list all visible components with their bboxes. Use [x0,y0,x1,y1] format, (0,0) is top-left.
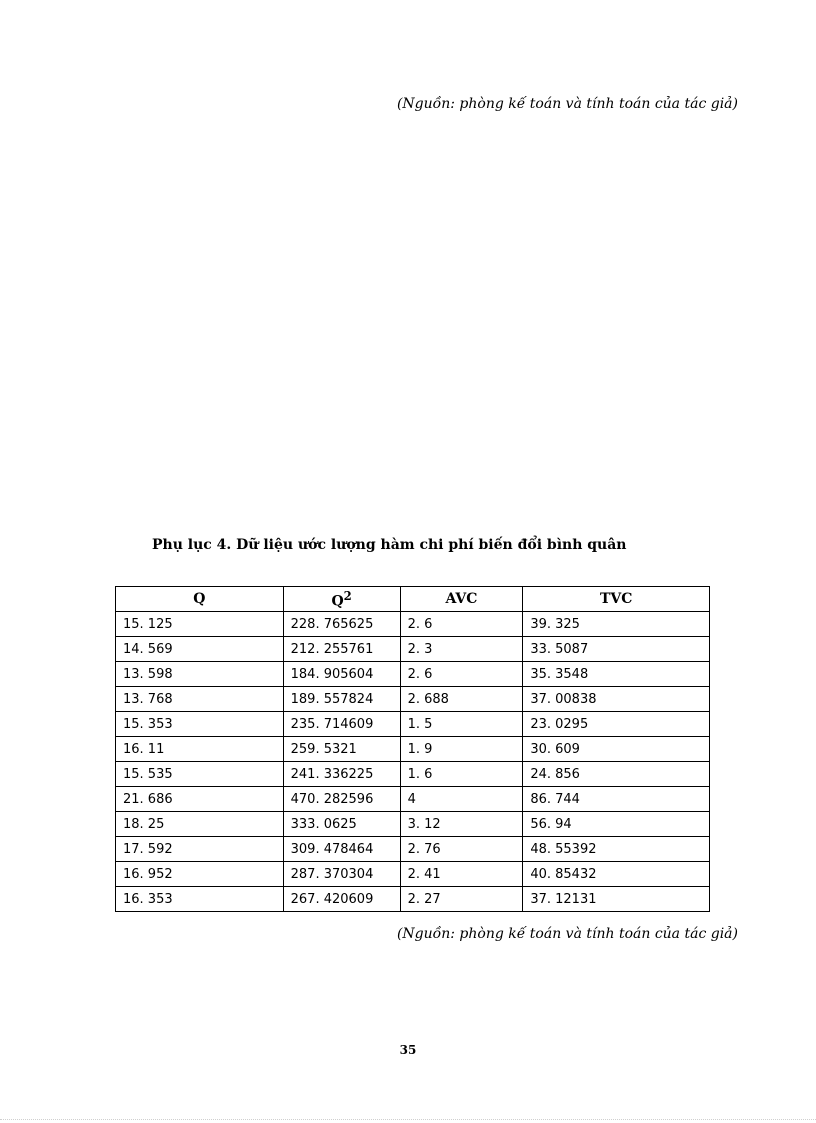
table-row [116,862,710,887]
cell-avc: 3. 12 [400,812,523,837]
table-row [116,662,710,687]
cell-avc: 2. 6 [400,662,523,687]
source-note-bottom: (Nguồn: phòng kế toán và tính toán của tác giả) [396,926,738,942]
cell-tvc: 30. 609 [523,737,710,762]
cell-tvc: 48. 55392 [523,837,710,862]
table-row [116,687,710,712]
header-q: Q [116,587,284,612]
cell-q2: 333. 0625 [283,812,400,837]
table-row [116,637,710,662]
header-q2-superscript: 2 [343,588,352,603]
table-row [116,787,710,812]
cell-tvc: 86. 744 [523,787,710,812]
cell-tvc: 56. 94 [523,812,710,837]
cell-avc: 1. 5 [400,712,523,737]
cell-q2: 287. 370304 [283,862,400,887]
cell-avc: 1. 9 [400,737,523,762]
cell-q: 16. 11 [116,737,284,762]
table-row [116,762,710,787]
cell-avc: 4 [400,787,523,812]
cell-avc: 2. 76 [400,837,523,862]
table-row [116,812,710,837]
cell-tvc: 35. 3548 [523,662,710,687]
cell-avc: 2. 688 [400,687,523,712]
cell-tvc: 40. 85432 [523,862,710,887]
cell-tvc: 33. 5087 [523,637,710,662]
table-header-row [116,587,710,612]
cell-q: 18. 25 [116,812,284,837]
cell-tvc: 37. 00838 [523,687,710,712]
table-row [116,737,710,762]
cell-q: 13. 768 [116,687,284,712]
cell-q2: 470. 282596 [283,787,400,812]
cell-q2: 241. 336225 [283,762,400,787]
cell-tvc: 23. 0295 [523,712,710,737]
cell-avc: 2. 6 [400,612,523,637]
footer-divider [0,1119,816,1120]
cell-avc: 2. 3 [400,637,523,662]
cell-avc: 2. 41 [400,862,523,887]
cell-tvc: 39. 325 [523,612,710,637]
cell-q2: 259. 5321 [283,737,400,762]
header-tvc: TVC [523,587,710,612]
cell-q: 16. 952 [116,862,284,887]
table-row [116,712,710,737]
cell-avc: 2. 27 [400,887,523,912]
cost-data-table [115,586,710,912]
cell-q: 16. 353 [116,887,284,912]
cell-q2: 235. 714609 [283,712,400,737]
cell-tvc: 24. 856 [523,762,710,787]
cell-q2: 184. 905604 [283,662,400,687]
header-avc: AVC [400,587,523,612]
table-row [116,612,710,637]
header-q2-base: Q [331,593,344,610]
table-row [116,887,710,912]
cell-q2: 189. 557824 [283,687,400,712]
cell-q: 17. 592 [116,837,284,862]
cell-tvc: 37. 12131 [523,887,710,912]
source-note-top: (Nguồn: phòng kế toán và tính toán của tác giả) [396,96,738,112]
cell-q: 14. 569 [116,637,284,662]
cell-q2: 228. 765625 [283,612,400,637]
page-number: 35 [399,1043,417,1057]
cell-avc: 1. 6 [400,762,523,787]
cell-q: 15. 535 [116,762,284,787]
cell-q: 21. 686 [116,787,284,812]
cell-q: 15. 125 [116,612,284,637]
table-row [116,837,710,862]
cell-q2: 309. 478464 [283,837,400,862]
cell-q2: 212. 255761 [283,637,400,662]
appendix-title: Phụ lục 4. Dữ liệu ước lượng hàm chi phí biến đổi bình quân [152,537,627,553]
cell-q2: 267. 420609 [283,887,400,912]
cell-q: 15. 353 [116,712,284,737]
header-q-squared [283,587,400,612]
cell-q: 13. 598 [116,662,284,687]
